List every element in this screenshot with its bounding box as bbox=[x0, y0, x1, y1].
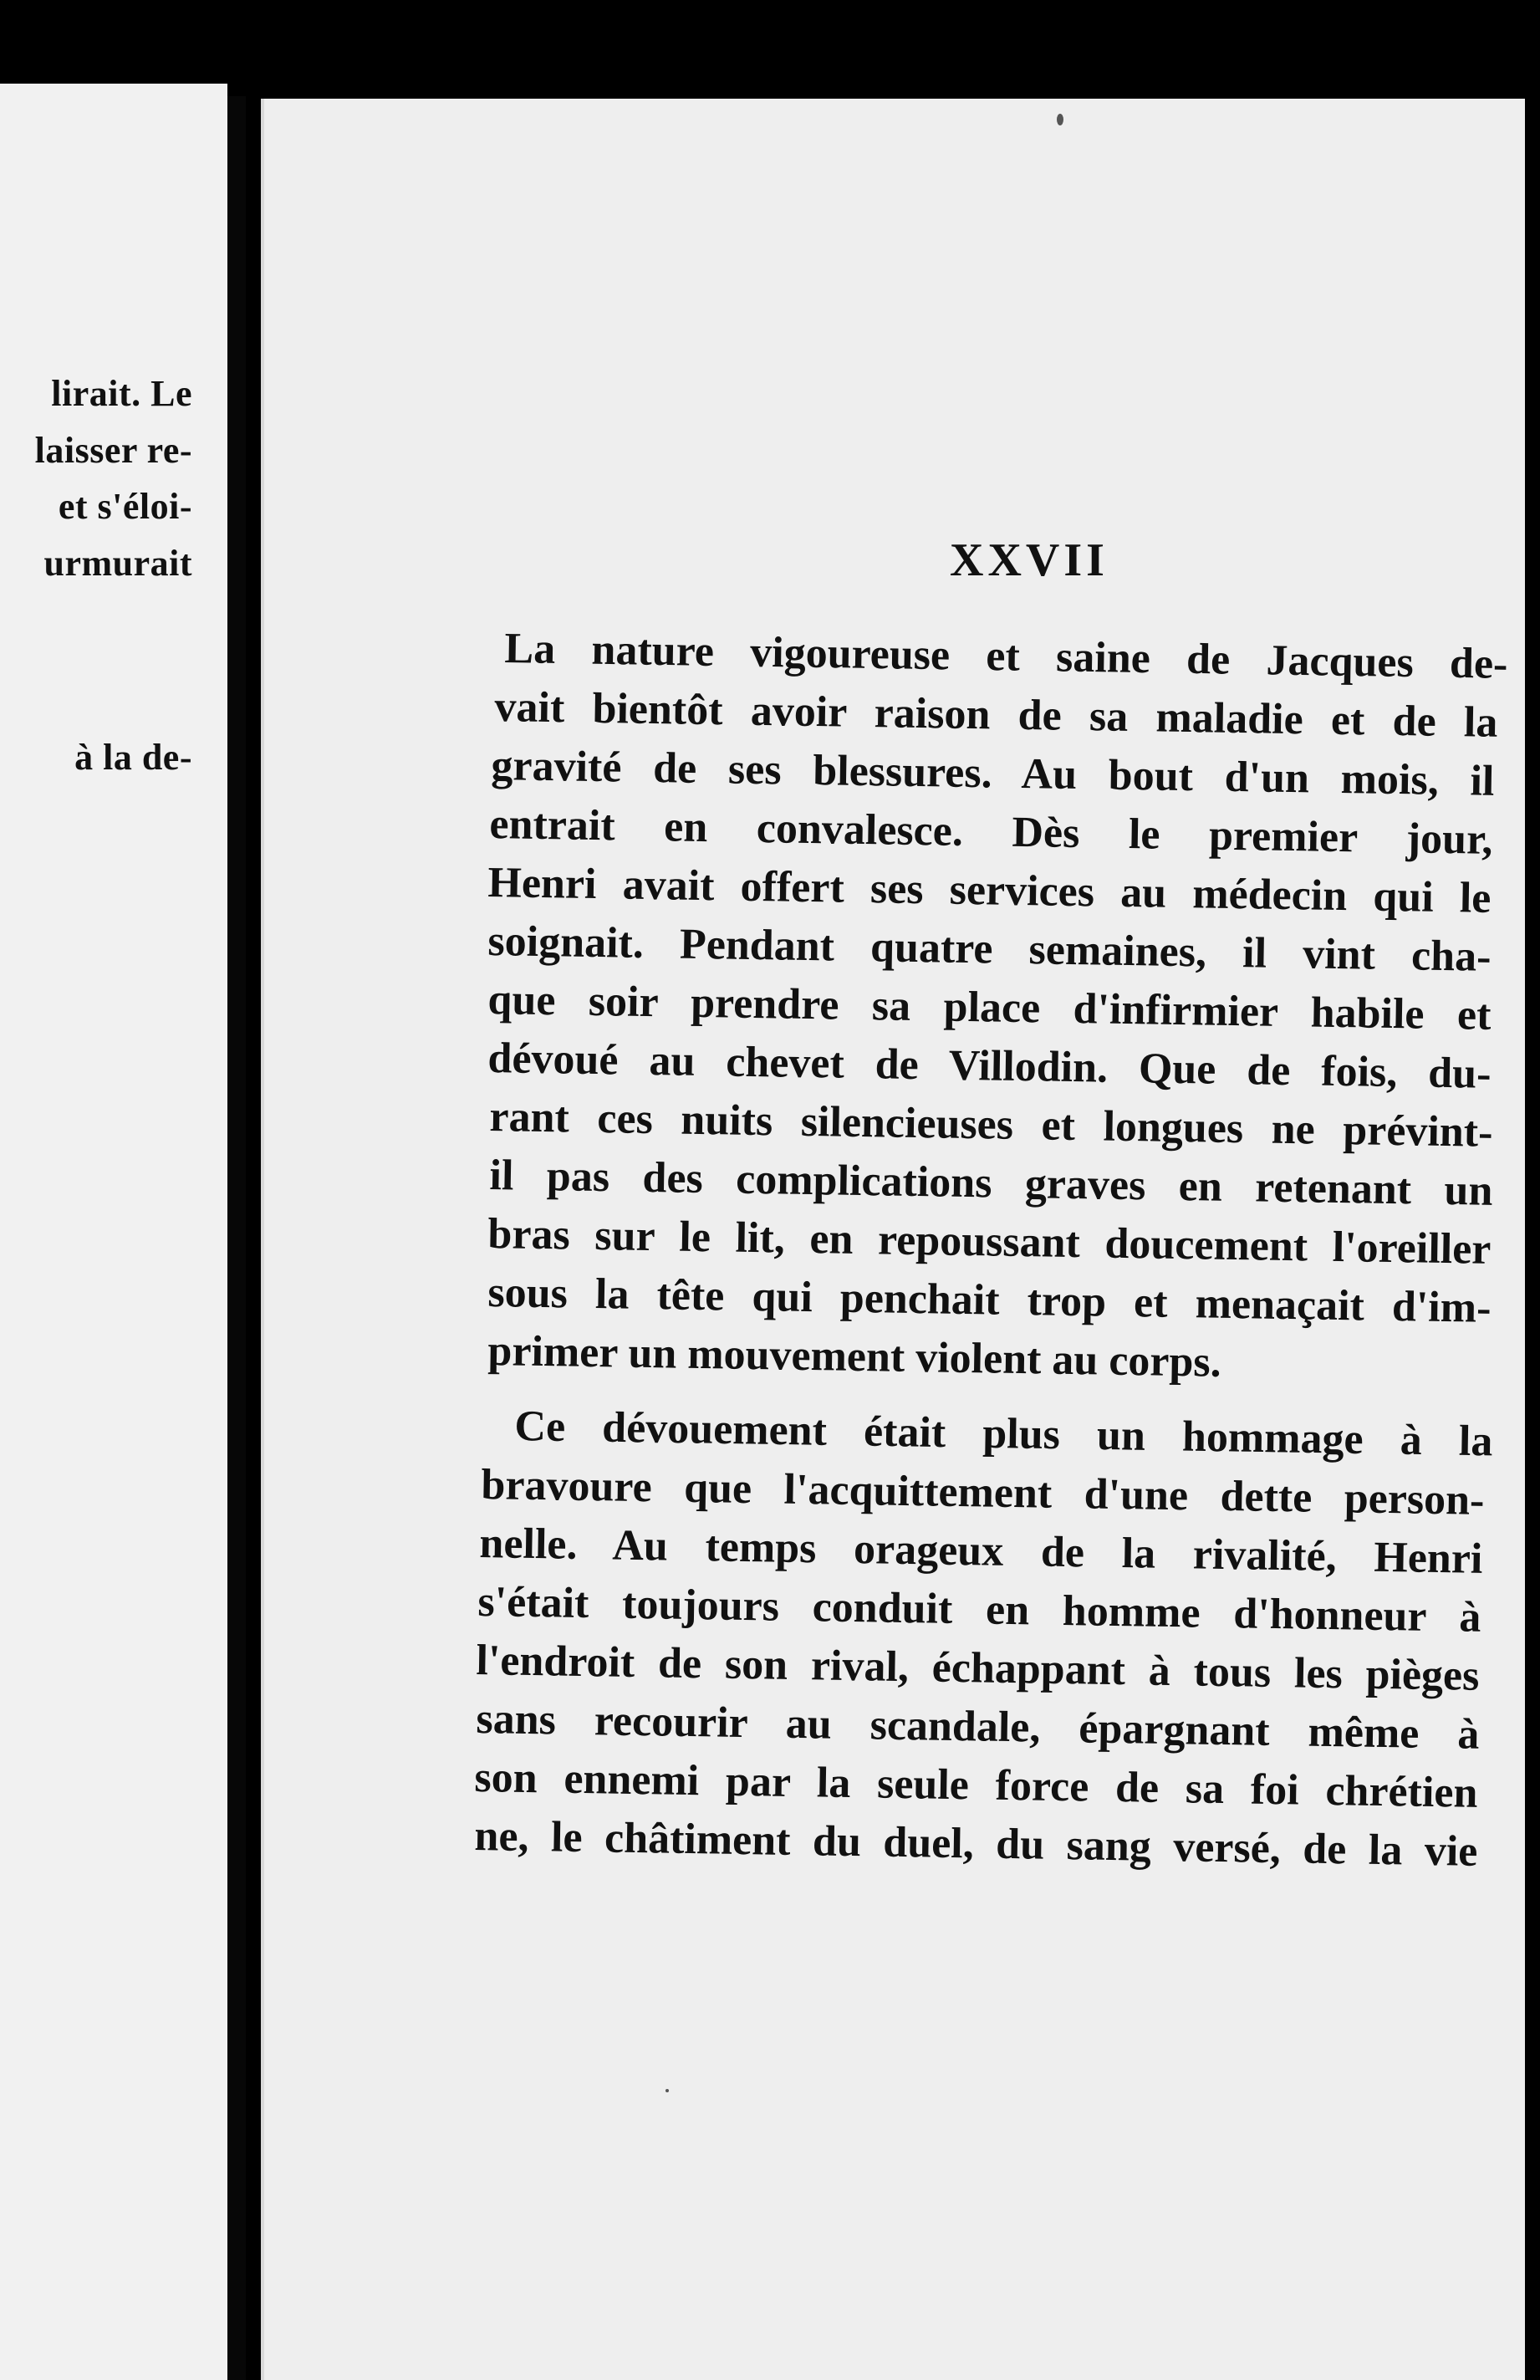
text-line: son ennemi par la seule force de sa foi chrétien bbox=[474, 1754, 1478, 1817]
text-line: l'endroit de son rival, échappant à tous les pièges bbox=[476, 1636, 1480, 1700]
left-page-line: et s'éloi- bbox=[58, 486, 192, 527]
left-page bbox=[0, 84, 227, 2380]
text-line: primer un mouvement violent au corps. bbox=[487, 1326, 1222, 1387]
chapter-heading: XXVII bbox=[950, 534, 1109, 586]
text-line: vait bientôt avoir raison de sa maladie et de la bbox=[494, 682, 1498, 747]
text-line: Ce dévouement était plus un hommage à la bbox=[514, 1402, 1493, 1466]
text-line: dévoué au chevet de Villodin. Que de fois, du- bbox=[487, 1034, 1492, 1098]
text-line: sans recourir au scandale, épargnant même à bbox=[476, 1694, 1480, 1759]
text-line: gravité de ses blessures. Au bout d'un mois, il bbox=[491, 741, 1495, 805]
text-line: s'était toujours conduit en homme d'honneur à bbox=[477, 1577, 1481, 1642]
scan-speck bbox=[665, 2089, 669, 2092]
scan-speck bbox=[1057, 114, 1063, 125]
text-line: bras sur le lit, en repoussant doucement l'oreiller bbox=[487, 1209, 1492, 1274]
text-line: il pas des complications graves en retenant un bbox=[489, 1151, 1493, 1215]
text-line: sous la tête qui penchait trop et menaçait d'im- bbox=[487, 1268, 1492, 1332]
left-page-line: lirait. Le bbox=[51, 373, 192, 414]
left-page-line: laisser re- bbox=[34, 430, 192, 471]
left-page-line: urmurait bbox=[43, 543, 192, 584]
text-line: La nature vigoureuse et saine de Jacques de- bbox=[504, 624, 1508, 688]
text-line: ne, le châtiment du duel, du sang versé, de la vie bbox=[474, 1811, 1478, 1876]
text-line: Henri avait offert ses services au médecin qui le bbox=[487, 858, 1492, 922]
text-line: nelle. Au temps orageux de la rivalité, Henri bbox=[479, 1519, 1483, 1583]
text-line: bravoure que l'acquittement d'une dette person- bbox=[481, 1460, 1485, 1525]
right-page bbox=[261, 99, 1525, 2380]
text-line: que soir prendre sa place d'infirmier habile et bbox=[487, 975, 1492, 1039]
text-line: entrait en convalesce. Dès le premier jour, bbox=[489, 799, 1493, 864]
text-line: soignait. Pendant quatre semaines, il vint cha- bbox=[487, 917, 1492, 981]
book-spine bbox=[227, 96, 246, 2380]
left-page-line: à la de- bbox=[74, 737, 192, 778]
text-line: rant ces nuits silencieuses et longues ne prévint- bbox=[489, 1092, 1493, 1157]
